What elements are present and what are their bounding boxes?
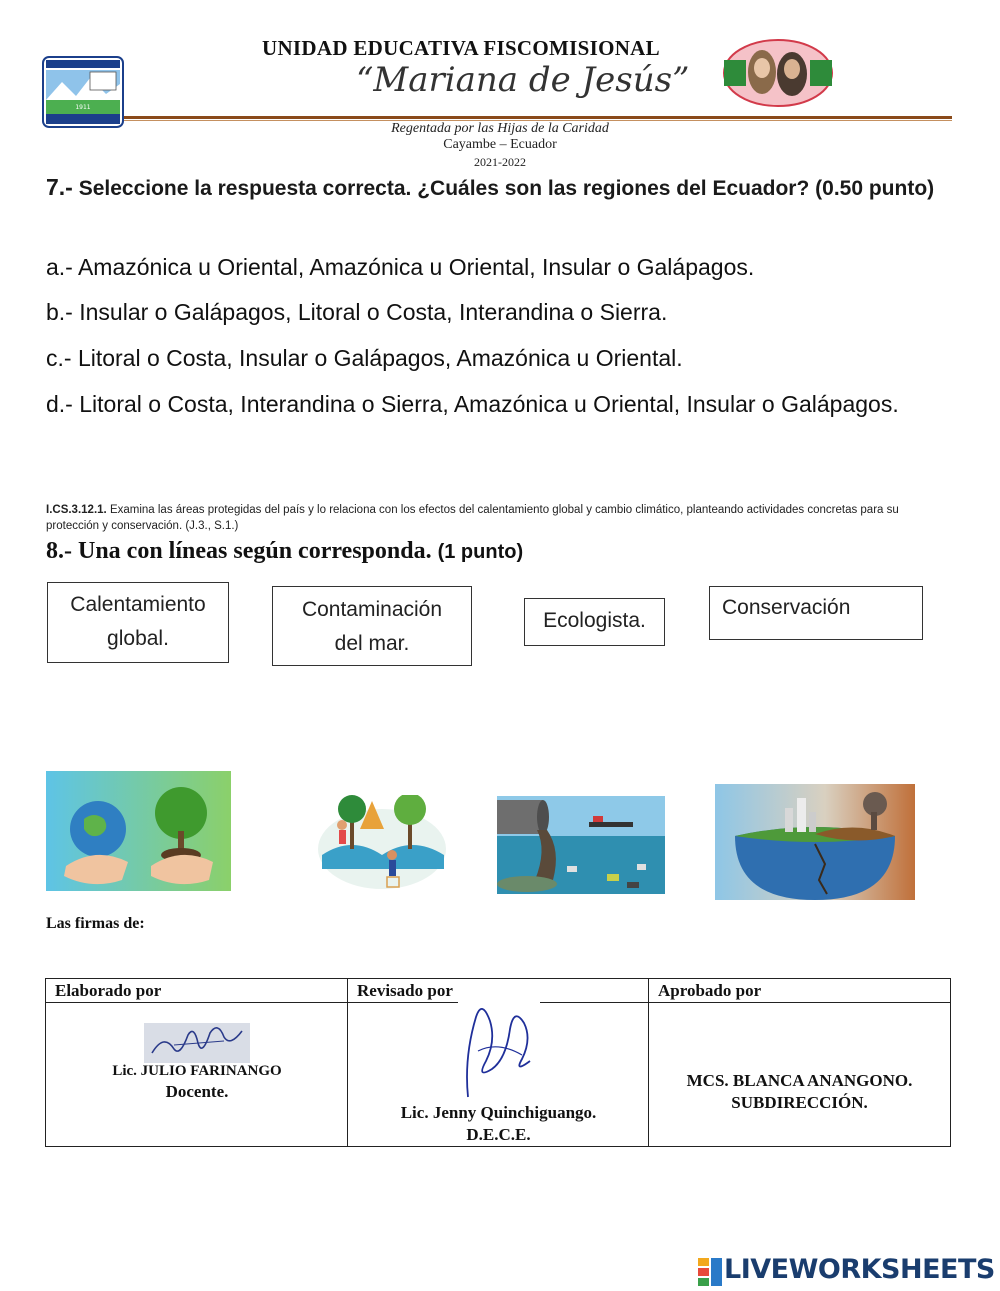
header-revisado: Revisado por xyxy=(348,979,649,1003)
question-7-number: 7.- xyxy=(46,174,73,200)
term-box-conservacion[interactable] xyxy=(709,586,923,640)
term-1-line-1: Calentamiento xyxy=(70,593,206,616)
founders-portrait xyxy=(722,38,834,108)
indicator-text xyxy=(46,502,946,534)
term-box-calentamiento[interactable] xyxy=(47,582,229,663)
school-years: 2021-2022 xyxy=(474,155,526,169)
ecologists-illustration[interactable] xyxy=(312,795,452,895)
liveworksheets-logo-icon xyxy=(698,1258,722,1286)
sig-name-3: MCS. BLANCA ANANGONO. xyxy=(686,1071,913,1090)
question-8-text: 8.- Una con líneas según corresponda. xyxy=(46,538,432,564)
sea-pollution-image[interactable] xyxy=(497,796,665,894)
option-a[interactable]: a.- Amazónica u Oriental, Amazónica u Oriental, Insular o Galápagos. xyxy=(46,254,755,280)
option-d[interactable]: d.- Litoral o Costa, Interandina o Sierra, Amazónica u Oriental, Insular o Galápagos. xyxy=(46,391,899,417)
question-7 xyxy=(46,170,946,206)
header-divider xyxy=(124,116,952,119)
place-line: Cayambe – Ecuador xyxy=(443,137,557,152)
term-box-contaminacion[interactable] xyxy=(272,586,472,666)
header-elaborado: Elaborado por xyxy=(46,979,348,1003)
question-8-title xyxy=(46,538,523,565)
term-1-line-2: global. xyxy=(107,627,169,650)
question-7-prompt: Seleccione la respuesta correcta. ¿Cuáles son las regiones del Ecuador? xyxy=(78,177,810,200)
term-3-label: Ecologista. xyxy=(543,609,646,632)
signature-farinango xyxy=(144,1023,250,1063)
regency-line: Regentada por las Hijas de la Caridad xyxy=(391,121,609,136)
global-warming-earth-image[interactable] xyxy=(715,784,915,900)
signatures-label: Las firmas de: xyxy=(46,915,145,932)
sig-role-2: D.E.C.E. xyxy=(466,1125,531,1144)
term-2-line-1: Contaminación xyxy=(301,598,443,621)
question-8-points: (1 punto) xyxy=(437,541,524,563)
signature-table xyxy=(45,978,951,1147)
hands-earth-tree-image[interactable] xyxy=(46,771,231,891)
option-c[interactable]: c.- Litoral o Costa, Insular o Galápagos, Amazónica u Oriental. xyxy=(46,345,683,371)
option-b[interactable]: b.- Insular o Galápagos, Litoral o Costa, Interandina o Sierra. xyxy=(46,299,668,325)
indicator-code: I.CS.3.12.1. xyxy=(46,504,107,516)
sig-name-1: Lic. JULIO FARINANGO xyxy=(112,1063,282,1079)
liveworksheets-brand[interactable]: LIVEWORKSHEETS xyxy=(724,1254,995,1285)
indicator-description: Examina las áreas protegidas del país y lo relaciona con los efectos del calentamiento global y cambio climático, planteando actividades concretas para su protección y conservación. (J.3., S.1.) xyxy=(46,504,899,532)
header-aprobado: Aprobado por xyxy=(649,979,950,1003)
sig-role-3: SUBDIRECCIÓN. xyxy=(731,1093,868,1112)
question-7-points: (0.50 punto) xyxy=(815,177,935,200)
school-name: UNIDAD EDUCATIVA FISCOMISIONAL xyxy=(262,36,660,60)
term-4-label: Conservación xyxy=(722,596,851,619)
signature-quinchiguango xyxy=(458,1001,540,1101)
school-logo xyxy=(42,56,124,128)
term-2-line-2: del mar. xyxy=(334,632,410,655)
sig-role-1: Docente. xyxy=(165,1082,229,1101)
logo-year: 1911 xyxy=(75,104,91,111)
school-subname: “Mariana de Jesús” xyxy=(356,60,690,100)
sig-name-2: Lic. Jenny Quinchiguango. xyxy=(400,1103,597,1122)
term-box-ecologista[interactable] xyxy=(524,598,665,646)
